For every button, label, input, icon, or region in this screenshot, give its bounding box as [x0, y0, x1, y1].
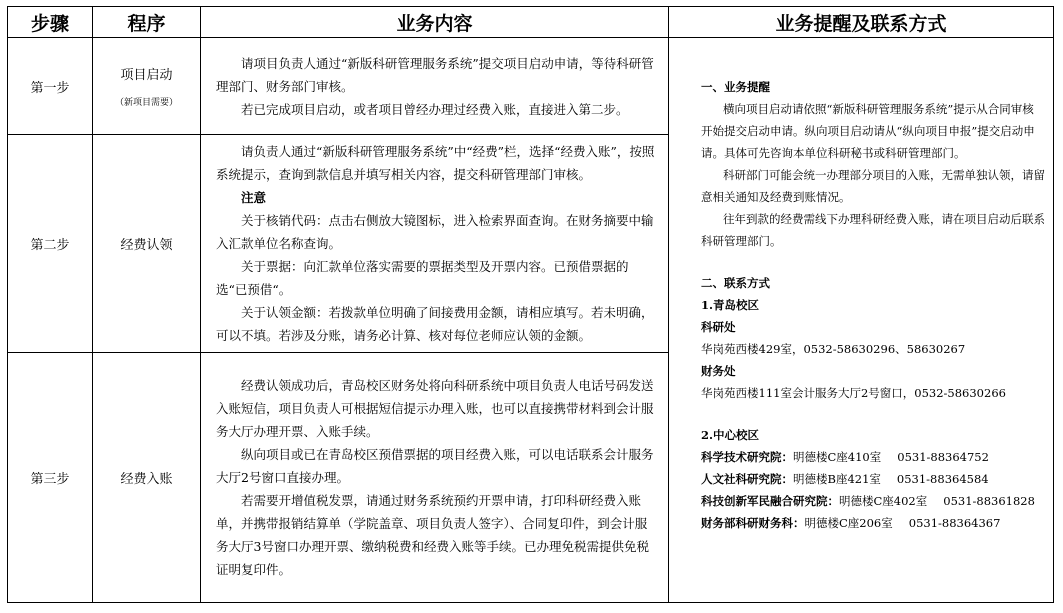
contact-phone: 0531-88364752 — [897, 450, 989, 464]
table-row — [8, 38, 1054, 135]
content-cell — [201, 135, 669, 353]
header-reminder: 业务提醒及联系方式 — [669, 7, 1054, 38]
header-step: 步骤 — [8, 7, 93, 38]
contact-line — [701, 490, 1045, 512]
step-cell: 第一步 — [8, 38, 93, 135]
reminder-paragraph: 往年到款的经费需线下办理科研经费入账，请在项目启动后联系科研管理部门。 — [701, 212, 1045, 248]
content-paragraph: 若已完成项目启动，或者项目曾经办理过经费入账，直接进入第二步。 — [241, 101, 629, 117]
contact-label: 人文社科研究院： — [701, 472, 793, 486]
procedure-label: 项目启动 — [120, 68, 173, 83]
reminder-title: 一、业务提醒 — [701, 80, 770, 94]
content-cell — [201, 353, 669, 603]
office-finance-address: 华岗苑西楼111室会计服务大厅2号窗口，0532-58630266 — [701, 386, 1006, 400]
procedure-cell — [93, 353, 201, 603]
contact-label: 科学技术研究院： — [701, 450, 793, 464]
contact-line — [701, 512, 1045, 534]
step-cell: 第二步 — [8, 135, 93, 353]
contact-address: 明德楼B座421室 — [793, 472, 881, 486]
header-procedure: 程序 — [93, 7, 201, 38]
campus-central: 2.中心校区 — [701, 428, 760, 442]
contact-phone: 0531-88364367 — [908, 516, 1001, 530]
content-paragraph: 关于认领金额：若拨款单位明确了间接费用金额，请相应填写。若未明确，可以不填。若涉及分账，请务必计算、核对每位老师应认领的金额。 — [216, 305, 654, 343]
procedure-cell — [93, 38, 201, 135]
content-paragraph: 若需要开增值税发票，请通过财务系统预约开票申请，打印科研经费入账单，并携带报销结算单（学院盖章、项目负责人签字）、合同复印件，到会计服务大厅3号窗口办理开票、缴纳税费和经费入账等手续。已办理免税需提供免税证明复印件。 — [216, 493, 649, 577]
contact-address: 明德楼C座410室 — [793, 450, 882, 464]
header-content: 业务内容 — [201, 7, 669, 38]
contact-label: 财务部科研财务科： — [701, 516, 805, 530]
procedure-note: （新项目需要） — [114, 98, 178, 108]
content-cell — [201, 38, 669, 135]
contact-address: 明德楼C座402室 — [839, 494, 928, 508]
office-research-address: 华岗苑西楼429室，0532-58630296、58630267 — [701, 342, 966, 356]
content-paragraph: 请负责人通过“新版科研管理服务系统”中“经费”栏，选择“经费入账”，按照系统提示，查询到款信息并填写相关内容，提交科研管理部门审核。 — [216, 144, 655, 182]
contact-title: 二、联系方式 — [701, 276, 770, 290]
content-paragraph: 关于票据：向汇款单位落实需要的票据类型及开票内容。已预借票据的选“已预借“。 — [216, 259, 629, 297]
procedure-cell — [93, 135, 201, 353]
content-paragraph: 纵向项目或已在青岛校区预借票据的项目经费入账，可以电话联系会计服务大厅2号窗口直接办理。 — [216, 447, 654, 485]
step-cell: 第三步 — [8, 353, 93, 603]
content-paragraph: 经费认领成功后，青岛校区财务处将向科研系统中项目负责人电话号码发送入账短信，项目负责人可根据短信提示办理入账，也可以直接携带材料到会计服务大厅办理开票、入账手续。 — [216, 378, 654, 439]
content-paragraph: 请项目负责人通过“新版科研管理服务系统”提交项目启动申请，等待科研管理部门、财务部门审核。 — [216, 55, 654, 94]
reminder-paragraph: 横向项目启动请依照“新版科研管理服务系统”提示从合同审核开始提交启动申请。纵向项目启动请从“纵向项目申报”提交启动申请。具体可先咨询本单位科研秘书或科研管理部门。 — [701, 102, 1035, 160]
procedure-label: 经费认领 — [120, 238, 173, 253]
procedure-label: 经费入账 — [120, 472, 173, 487]
contact-label: 科技创新军民融合研究院： — [701, 494, 839, 508]
contact-line — [701, 468, 1045, 490]
reminder-paragraph: 科研部门可能会统一办理部分项目的入账，无需单独认领，请留意相关通知及经费到账情况。 — [701, 168, 1045, 204]
contact-address: 明德楼C座206室 — [804, 516, 893, 530]
office-finance: 财务处 — [701, 364, 736, 378]
contact-phone: 0531-88364584 — [896, 472, 989, 486]
office-research: 科研处 — [701, 320, 736, 334]
process-table — [7, 6, 1054, 603]
content-paragraph: 关于核销代码：点击右侧放大镜图标，进入检索界面查询。在财务摘要中输入汇款单位名称查询。 — [216, 213, 654, 251]
campus-qingdao: 1.青岛校区 — [701, 298, 760, 312]
contact-line — [701, 446, 1045, 468]
content-note-heading: 注意 — [241, 190, 267, 205]
header-row — [8, 7, 1054, 38]
reminder-cell — [669, 38, 1054, 603]
contact-phone: 0531-88361828 — [943, 494, 1035, 508]
